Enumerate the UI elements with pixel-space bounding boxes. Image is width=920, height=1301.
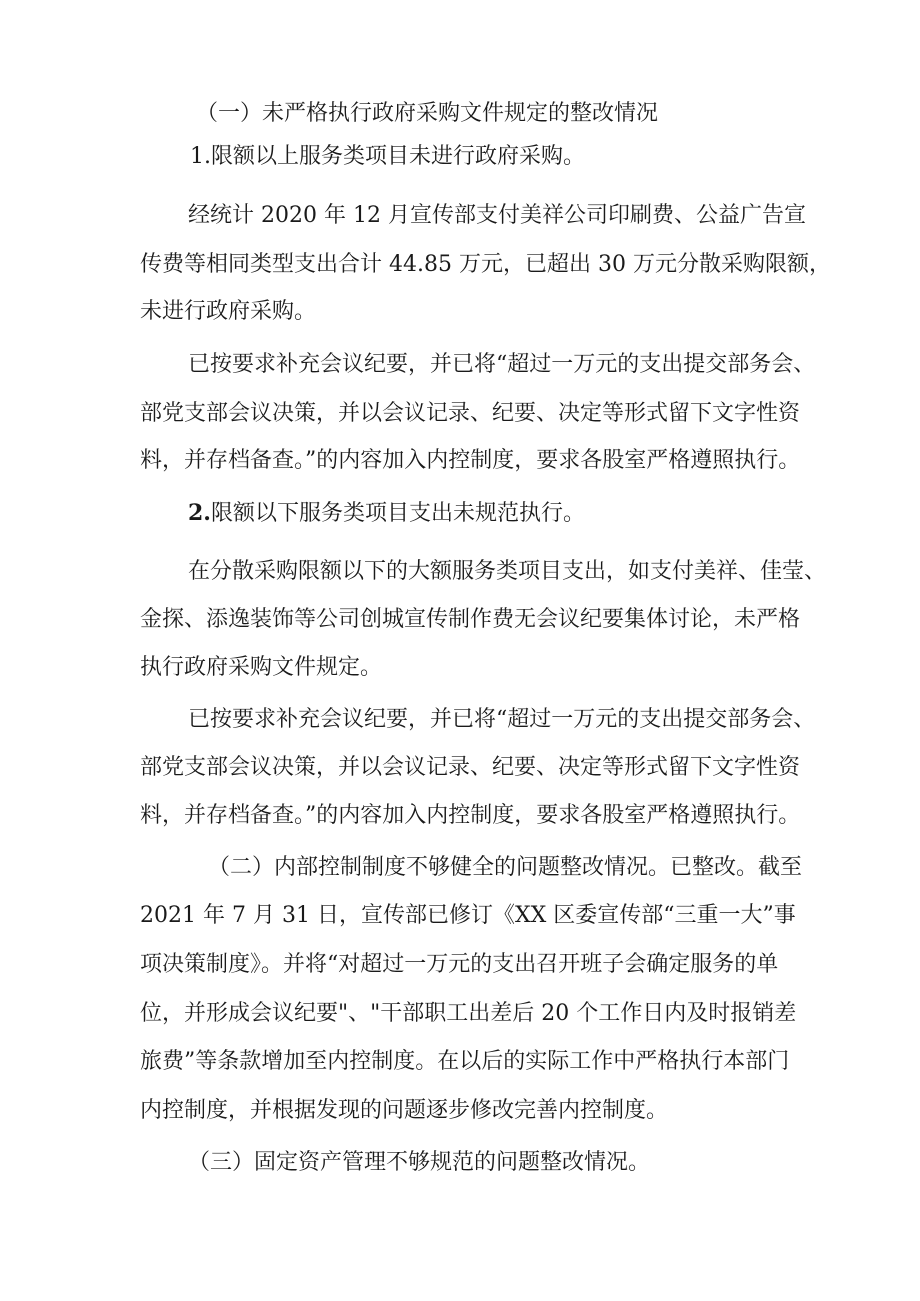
- subheading-text: 限额以下服务类项目支出未规范执行。: [210, 501, 585, 526]
- paragraph-line: 经统计 2020 年 12 月宣传部支付美祥公司印刷费、公益广告宣: [188, 203, 806, 228]
- paragraph-line: 料，并存档备查。”的内容加入内控制度，要求各股室严格遵照执行。: [140, 803, 801, 828]
- paragraph-line: 已按要求补充会议纪要，并已将“超过一万元的支出提交部务会、: [188, 707, 816, 732]
- paragraph-line: 传费等相同类型支出合计 44.85 万元，已超出 30 万元分散采购限额，: [140, 252, 831, 277]
- paragraph-line: 内控制度，并根据发现的问题逐步修改完善内控制度。: [140, 1098, 669, 1123]
- text-line: 1.限额以上服务类项目未进行政府采购。: [190, 144, 585, 169]
- paragraph-line: 已按要求补充会议纪要，并已将“超过一万元的支出提交部务会、: [188, 352, 816, 377]
- subheading-number: 2.: [188, 500, 211, 526]
- subheading-1: [0, 137, 920, 177]
- paragraph-line: 料，并存档备查。”的内容加入内控制度，要求各股室严格遵照执行。: [140, 448, 801, 473]
- paragraph-line: 位，并形成会议纪要"、"干部职工出差后 20 个工作日内及时报销差: [140, 1001, 797, 1026]
- section-heading-2: （二）内部控制制度不够健全的问题整改情况。已整改。截至: [208, 855, 803, 880]
- paragraph-line: 执行政府采购文件规定。: [140, 655, 383, 680]
- paragraph-line: 项决策制度》。并将“对超过一万元的支出召开班子会确定服务的单: [140, 952, 779, 977]
- paragraph-line: 旅费”等条款增加至内控制度。在以后的实际工作中严格执行本部门: [140, 1049, 790, 1074]
- paragraph-line: 金探、添逸装饰等公司创城宣传制作费无会议纪要集体讨论，未严格: [140, 607, 801, 632]
- text-line: （一）未严格执行政府采购文件规定的整改情况: [196, 101, 659, 126]
- section-heading-1: [0, 94, 920, 134]
- paragraph-line: 部党支部会议决策，并以会议记录、纪要、决定等形式留下文字性资: [140, 755, 801, 780]
- paragraph-line: 2021 年 7 月 31 日，宣传部已修订《XX 区委宣传部“三重一大”事: [140, 903, 796, 928]
- paragraph-line: 未进行政府采购。: [140, 299, 317, 324]
- section-heading-3: （三）固定资产管理不够规范的问题整改情况。: [188, 1150, 651, 1175]
- paragraph-line: 部党支部会议决策，并以会议记录、纪要、决定等形式留下文字性资: [140, 401, 801, 426]
- paragraph-line: 在分散采购限额以下的大额服务类项目支出，如支付美祥、佳莹、: [188, 559, 827, 584]
- subheading-2: [0, 493, 920, 533]
